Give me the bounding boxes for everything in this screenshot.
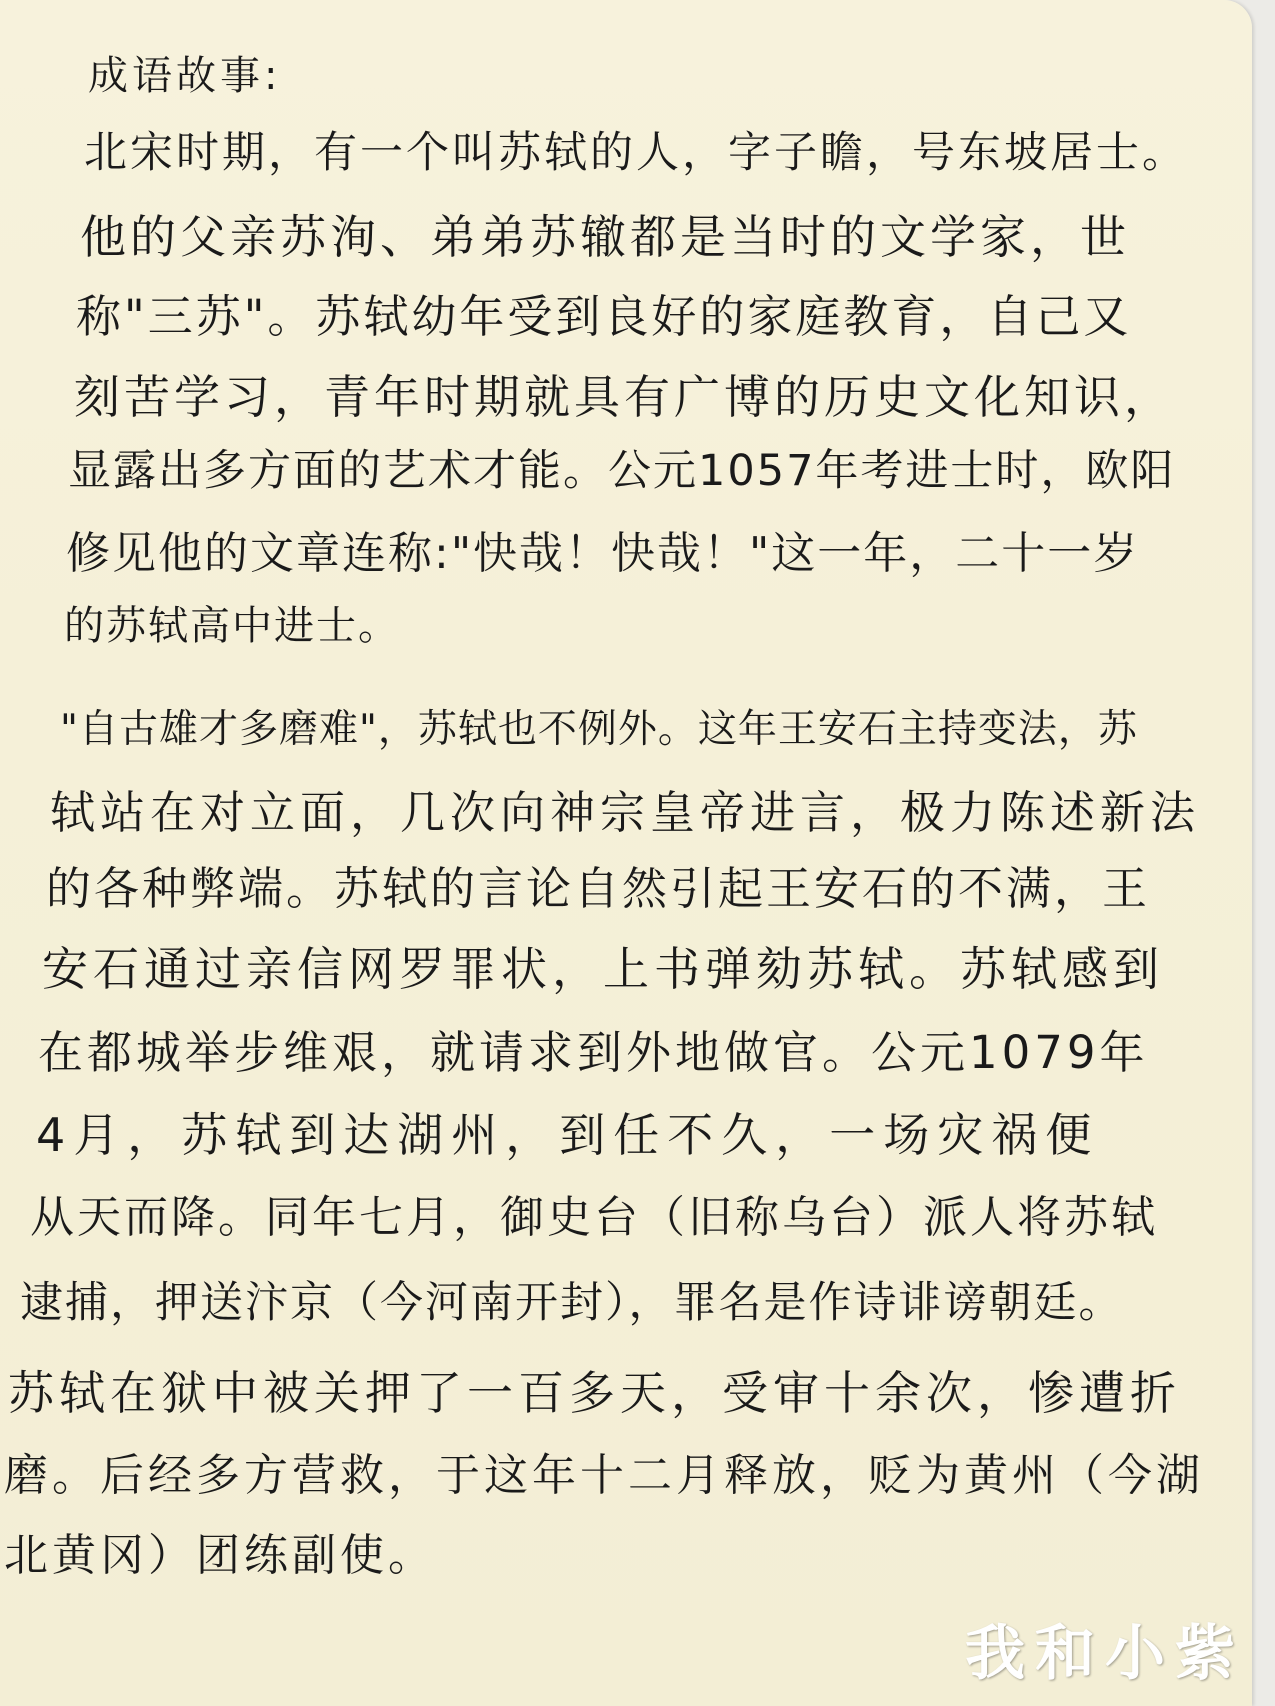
text-line: 北黄冈）团练副使。 <box>4 1530 436 1581</box>
text-line: 从天而降。同年七月，御史台（旧称乌台）派人将苏轼 <box>30 1192 1158 1243</box>
text-line: 逮捕，押送汴京（今河南开封），罪名是作诗诽谤朝廷。 <box>20 1278 1124 1328</box>
watermark-text: 我和小紫 <box>965 1619 1245 1689</box>
text-line: 显露出多方面的艺术才能。公元1057年考进士时，欧阳 <box>68 446 1176 496</box>
text-line: 刻苦学习，青年时期就具有广博的历史文化知识， <box>74 370 1174 424</box>
text-line: 4月，苏轼到达湖州，到任不久，一场灾祸便 <box>36 1108 1100 1162</box>
text-line: 修见他的文章连称:"快哉！快哉！"这一年，二十一岁 <box>66 528 1140 579</box>
text-line: 的各种弊端。苏轼的言论自然引起王安石的不满，王 <box>46 862 1151 915</box>
text-line: 北宋时期，有一个叫苏轼的人，字子瞻，号东坡居士。 <box>84 128 1188 178</box>
text-line: 安石通过亲信网罗罪状，上书弹劾苏轼。苏轼感到 <box>42 942 1164 996</box>
text-line: 他的父亲苏洵、弟弟苏辙都是当时的文学家，世 <box>80 210 1130 264</box>
text-line: 的苏轼高中进士。 <box>64 603 400 649</box>
text-line: "自古雄才多磨难"，苏轼也不例外。这年王安石主持变法，苏 <box>60 707 1138 752</box>
text-line: 苏轼在狱中被关押了一百多天，受审十余次，惨遭折 <box>8 1366 1181 1420</box>
page-heading: 成语故事: <box>88 53 282 99</box>
text-line: 称"三苏"。苏轼幼年受到良好的家庭教育，自己又 <box>76 290 1132 343</box>
text-line: 磨。后经多方营救，于这年十二月释放，贬为黄州（今湖 <box>4 1450 1204 1501</box>
text-line: 在都城举步维艰，就请求到外地做官。公元1079年 <box>38 1026 1149 1079</box>
text-line: 轼站在对立面，几次向神宗皇帝进言，极力陈述新法 <box>50 786 1201 839</box>
